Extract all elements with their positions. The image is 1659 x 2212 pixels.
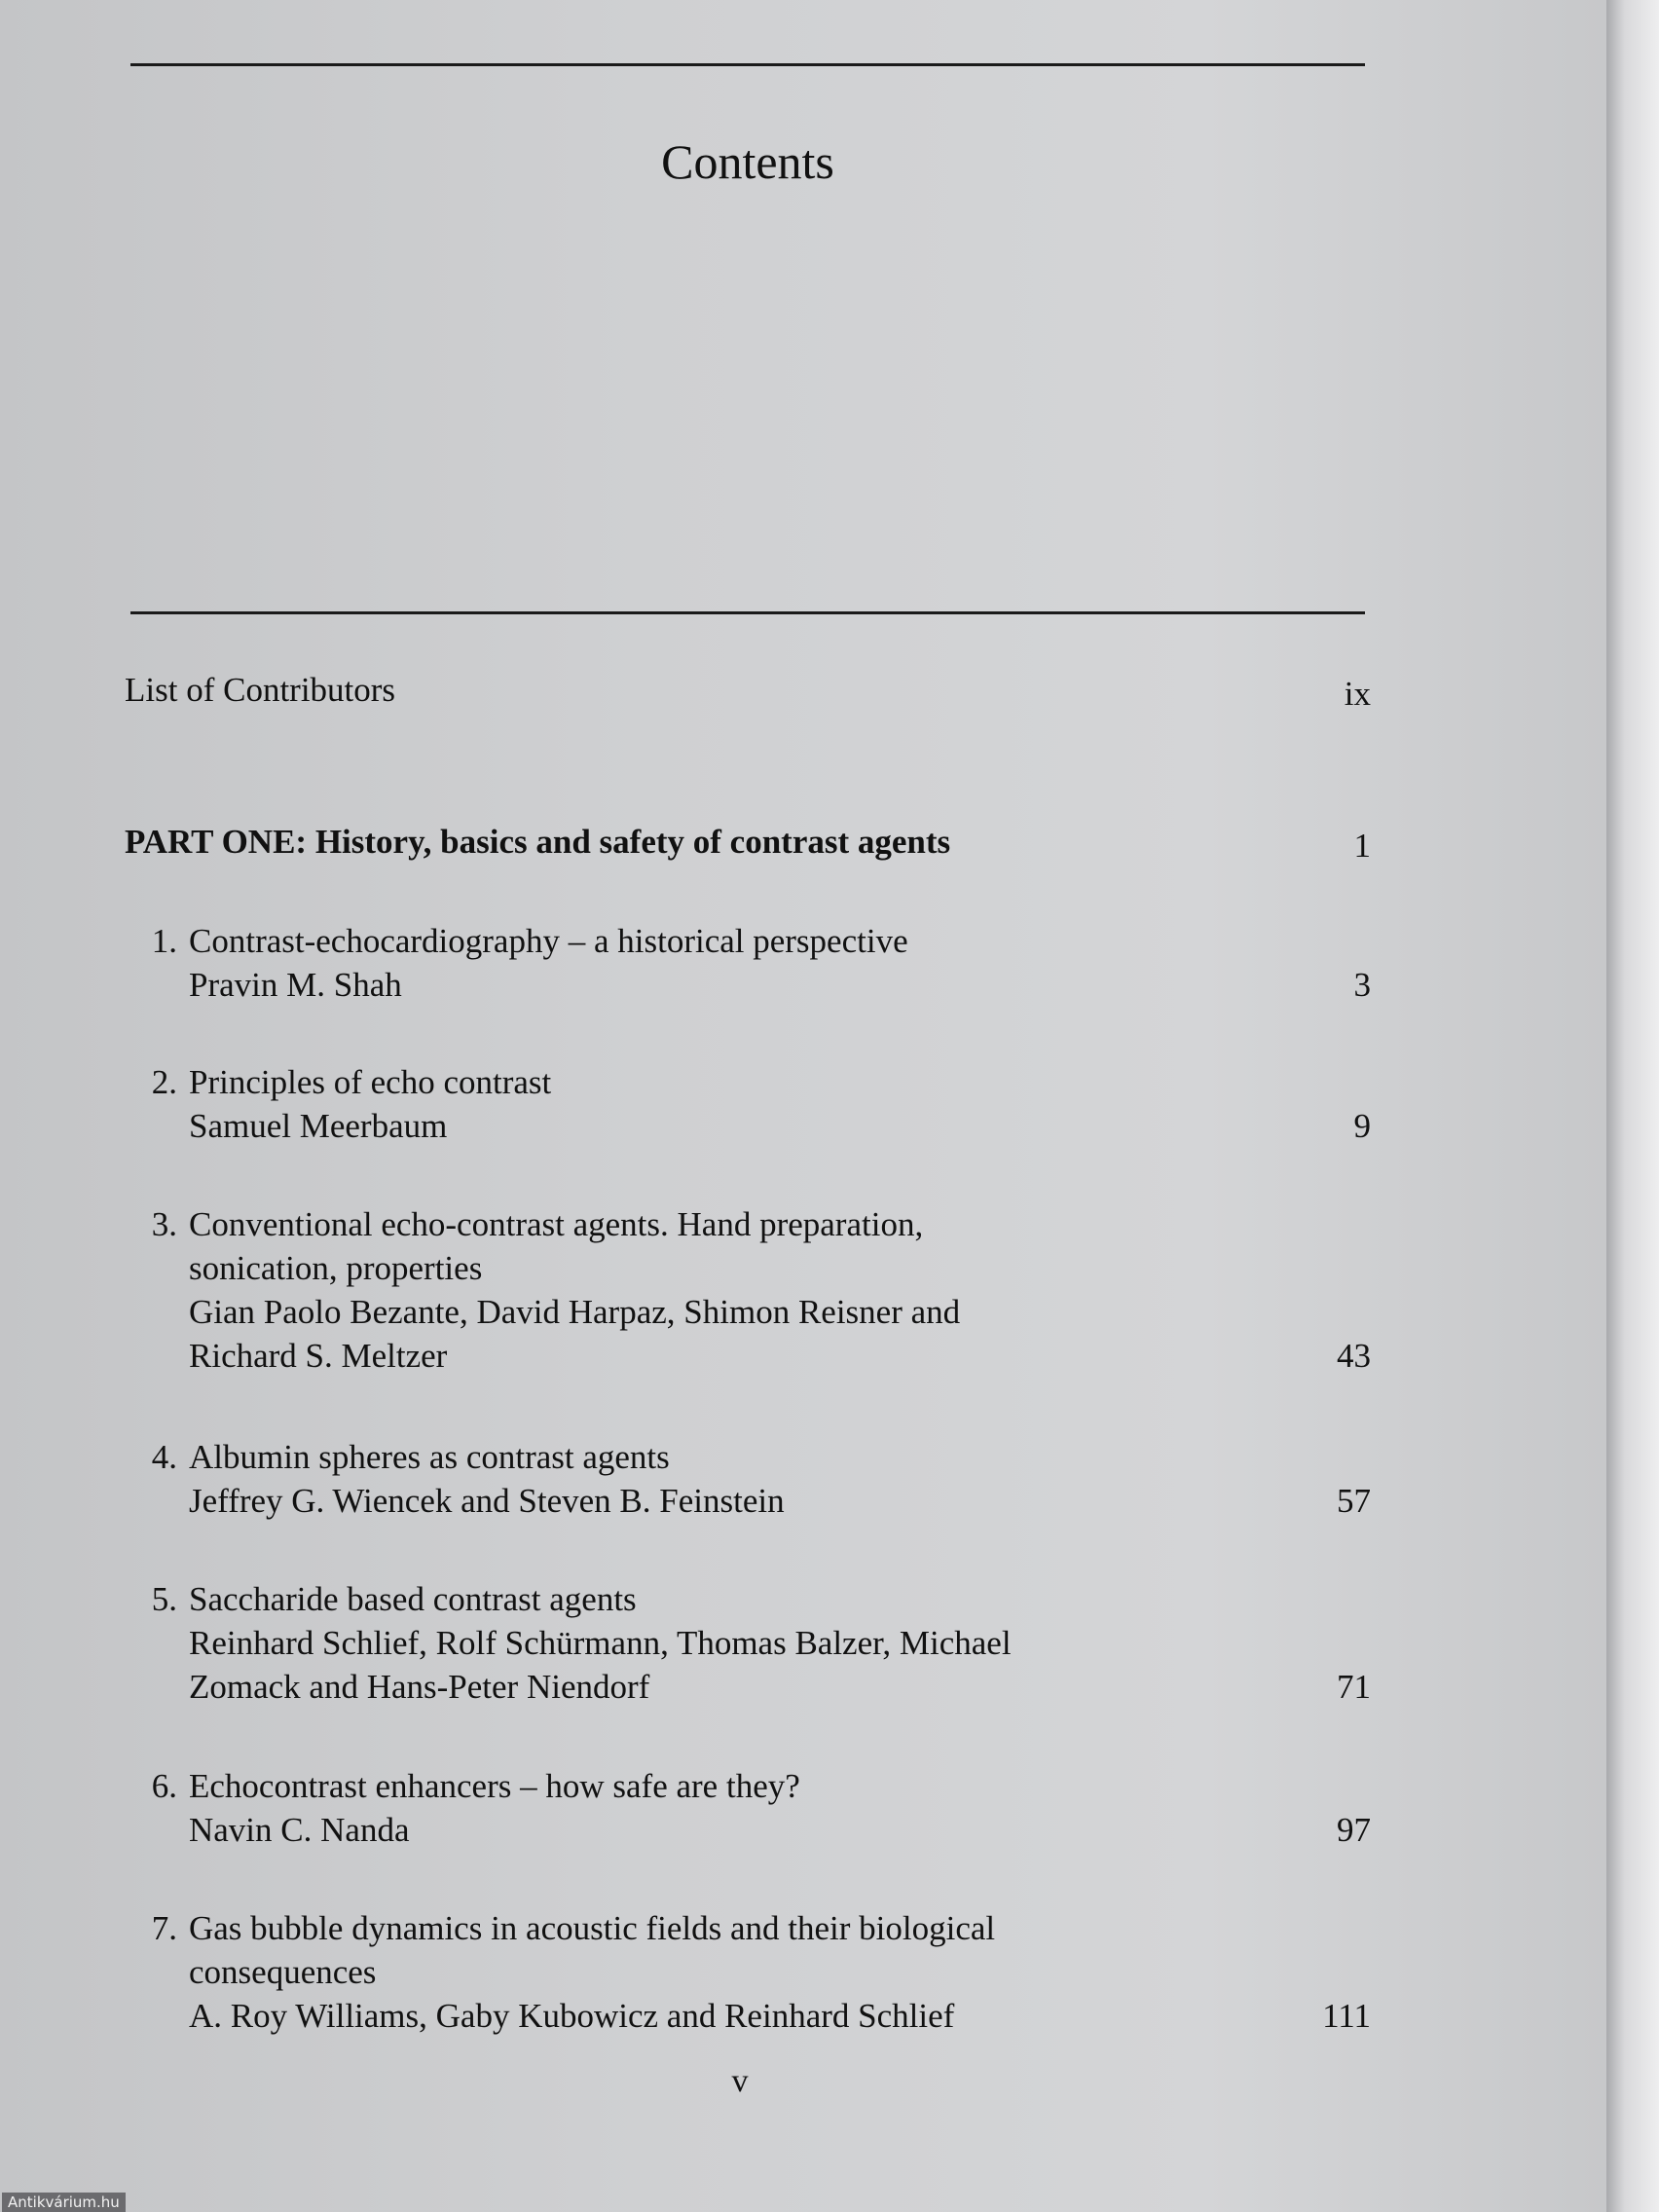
chapter-title: Principles of echo contrast bbox=[189, 1063, 552, 1101]
toc-chapter-1 bbox=[125, 919, 1371, 1007]
chapter-number: 5. bbox=[151, 1580, 177, 1618]
part-page: 1 bbox=[1353, 827, 1371, 865]
chapter-number: 6. bbox=[151, 1767, 177, 1805]
toc-chapter-7 bbox=[125, 1906, 1371, 2038]
toc-chapter-2 bbox=[125, 1060, 1371, 1148]
chapter-page: 57 bbox=[1337, 1482, 1371, 1520]
page-edge-shadow bbox=[1606, 0, 1659, 2212]
chapter-authors-line-2: Richard S. Meltzer bbox=[189, 1337, 448, 1375]
chapter-title: Saccharide based contrast agents bbox=[189, 1580, 637, 1618]
chapter-authors-line-1: Reinhard Schlief, Rolf Schürmann, Thomas Balzer, Michael bbox=[189, 1624, 1012, 1662]
chapter-title-line-1: Conventional echo-contrast agents. Hand preparation, bbox=[189, 1205, 924, 1243]
chapter-authors-line-2: Zomack and Hans-Peter Niendorf bbox=[189, 1668, 650, 1706]
chapter-title-line-2: consequences bbox=[189, 1953, 377, 1991]
chapter-authors: Samuel Meerbaum bbox=[189, 1107, 448, 1145]
top-rule bbox=[130, 63, 1365, 66]
chapter-authors: Pravin M. Shah bbox=[189, 966, 402, 1004]
toc-chapter-4 bbox=[125, 1435, 1371, 1523]
chapter-title-line-2: sonication, properties bbox=[189, 1249, 483, 1287]
title-rule bbox=[130, 611, 1365, 614]
toc-chapter-5 bbox=[125, 1577, 1371, 1709]
page-number: v bbox=[731, 2063, 749, 2099]
chapter-page: 43 bbox=[1337, 1337, 1371, 1375]
chapter-number: 2. bbox=[151, 1063, 177, 1101]
chapter-number: 3. bbox=[151, 1205, 177, 1243]
chapter-number: 4. bbox=[151, 1438, 177, 1476]
toc-chapter-6 bbox=[125, 1764, 1371, 1852]
chapter-page: 3 bbox=[1353, 966, 1371, 1004]
toc-entry-page: ix bbox=[1344, 675, 1371, 713]
part-title: PART ONE: History, basics and safety of contrast agents bbox=[125, 823, 951, 861]
chapter-title: Contrast-echocardiography – a historical perspective bbox=[189, 922, 908, 960]
chapter-authors: Navin C. Nanda bbox=[189, 1811, 410, 1849]
chapter-authors: A. Roy Williams, Gaby Kubowicz and Reinhard Schlief bbox=[189, 1997, 955, 2035]
chapter-number: 7. bbox=[151, 1909, 177, 1947]
toc-entry-title: List of Contributors bbox=[125, 671, 396, 709]
chapter-page: 111 bbox=[1322, 1997, 1371, 2035]
chapter-page: 71 bbox=[1337, 1668, 1371, 1706]
chapter-authors: Jeffrey G. Wiencek and Steven B. Feinstein bbox=[189, 1482, 785, 1520]
chapter-title-line-1: Gas bubble dynamics in acoustic fields and their biological bbox=[189, 1909, 996, 1947]
chapter-authors-line-1: Gian Paolo Bezante, David Harpaz, Shimon Reisner and bbox=[189, 1293, 961, 1331]
chapter-page: 97 bbox=[1337, 1811, 1371, 1849]
toc-chapter-3 bbox=[125, 1202, 1371, 1378]
page-title: Contents bbox=[661, 134, 834, 189]
chapter-title: Echocontrast enhancers – how safe are they? bbox=[189, 1767, 800, 1805]
chapter-number: 1. bbox=[151, 922, 177, 960]
watermark: Antikvárium.hu bbox=[2, 2193, 126, 2212]
chapter-page: 9 bbox=[1353, 1107, 1371, 1145]
chapter-title: Albumin spheres as contrast agents bbox=[189, 1438, 670, 1476]
